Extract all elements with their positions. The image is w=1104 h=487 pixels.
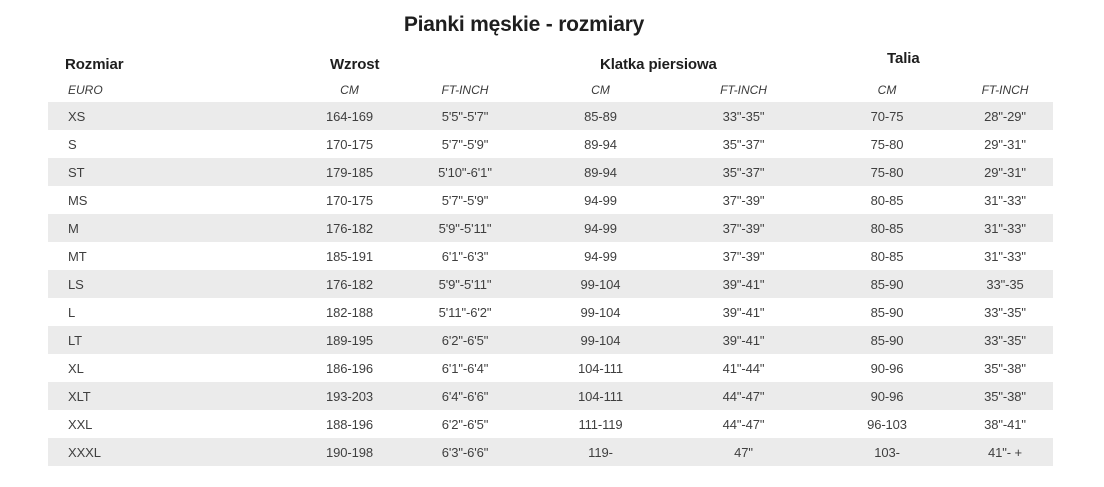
value-cell: 5'7"-5'9": [441, 136, 489, 152]
subheader-talia-cm: CM: [877, 83, 897, 97]
table-row: [48, 438, 1053, 466]
column-group-talia-label: Talia: [887, 50, 920, 67]
value-cell: 75-80: [870, 136, 904, 152]
size-cell: LS: [68, 276, 84, 292]
column-group-klatka-piersiowa: Klatka piersiowa: [600, 55, 717, 73]
size-cell: XS: [68, 108, 86, 124]
value-cell: 37"-39": [722, 220, 765, 236]
value-cell: 185-191: [325, 248, 373, 264]
value-cell: 44"-47": [722, 416, 765, 432]
value-cell: 103-: [874, 444, 900, 460]
value-cell: 193-203: [325, 388, 373, 404]
value-cell: 28"-29": [984, 108, 1026, 124]
value-cell: 80-85: [870, 192, 904, 208]
value-cell: 6'1"-6'3": [441, 248, 489, 264]
value-cell: 94-99: [584, 192, 617, 208]
value-cell: 31"-33": [984, 192, 1026, 208]
value-cell: 179-185: [325, 164, 373, 180]
subheader-wzrost-cm: CM: [340, 83, 359, 97]
size-cell: S: [68, 136, 77, 152]
value-cell: 104-111: [577, 388, 624, 404]
size-cell: XL: [68, 360, 84, 376]
value-cell: 99-104: [580, 332, 621, 348]
value-cell: 33"-35": [984, 304, 1026, 320]
table-row: [48, 102, 1053, 130]
table-row: [48, 270, 1053, 298]
value-cell: 89-94: [584, 164, 617, 180]
value-cell: 33"-35": [722, 108, 765, 124]
size-cell: LT: [68, 332, 83, 348]
table-row: [48, 130, 1053, 158]
size-cell: XXXL: [68, 444, 101, 460]
value-cell: 104-111: [577, 360, 624, 376]
value-cell: 189-195: [325, 332, 373, 348]
value-cell: 85-90: [870, 276, 904, 292]
value-cell: 47": [734, 444, 753, 460]
value-cell: 6'4"-6'6": [441, 388, 489, 404]
size-cell: M: [68, 220, 79, 236]
value-cell: 94-99: [584, 248, 617, 264]
value-cell: 35"-37": [722, 136, 765, 152]
value-cell: 111-119: [578, 416, 623, 432]
value-cell: 170-175: [325, 192, 373, 208]
column-group-wzrost: Wzrost: [330, 55, 380, 73]
value-cell: 90-96: [870, 360, 904, 376]
value-cell: 5'9"-5'11": [438, 220, 492, 236]
value-cell: 5'5"-5'7": [441, 108, 489, 124]
size-cell: MS: [68, 192, 88, 208]
value-cell: 90-96: [870, 388, 904, 404]
column-group-header-row: [48, 50, 1053, 78]
column-group-talia: [817, 50, 1053, 78]
value-cell: 35"-38": [984, 388, 1026, 404]
value-cell: 41"- +: [988, 444, 1023, 460]
value-cell: 188-196: [325, 416, 373, 432]
table-row: [48, 158, 1053, 186]
value-cell: 41"-44": [722, 360, 765, 376]
value-cell: 35"-38": [984, 360, 1026, 376]
table-row: [48, 410, 1053, 438]
value-cell: 39"-41": [722, 276, 765, 292]
value-cell: 119-: [588, 444, 613, 460]
mens-wetsuit-size-table: [48, 50, 1053, 466]
value-cell: 31"-33": [984, 220, 1026, 236]
value-cell: 35"-37": [722, 164, 765, 180]
value-cell: 89-94: [584, 136, 617, 152]
table-row: [48, 354, 1053, 382]
value-cell: 80-85: [870, 248, 904, 264]
size-cell: L: [68, 304, 76, 320]
table-row: [48, 298, 1053, 326]
value-cell: 99-104: [580, 276, 621, 292]
value-cell: 75-80: [870, 164, 904, 180]
table-row: [48, 382, 1053, 410]
value-cell: 80-85: [870, 220, 904, 236]
value-cell: 85-90: [870, 304, 904, 320]
value-cell: 186-196: [325, 360, 373, 376]
subheader-euro: EURO: [68, 83, 103, 97]
size-cell: ST: [68, 164, 85, 180]
value-cell: 94-99: [584, 220, 617, 236]
table-row: [48, 186, 1053, 214]
value-cell: 99-104: [580, 304, 621, 320]
value-cell: 6'2"-6'5": [441, 416, 489, 432]
value-cell: 31"-33": [984, 248, 1026, 264]
value-cell: 6'3"-6'6": [441, 444, 489, 460]
value-cell: 5'9"-5'11": [438, 276, 492, 292]
column-group-rozmiar: Rozmiar: [65, 55, 124, 73]
value-cell: 39"-41": [722, 332, 765, 348]
value-cell: 176-182: [325, 220, 373, 236]
subheader-wzrost-ftinch: FT-INCH: [441, 83, 489, 97]
size-cell: XXL: [68, 416, 93, 432]
value-cell: 37"-39": [722, 192, 765, 208]
value-cell: 5'11"-6'2": [438, 304, 492, 320]
page-title: Pianki męskie - rozmiary: [403, 13, 645, 36]
value-cell: 38"-41": [984, 416, 1026, 432]
value-cell: 170-175: [325, 136, 373, 152]
value-cell: 37"-39": [722, 248, 765, 264]
subheader-klatka-ftinch: FT-INCH: [720, 83, 767, 97]
subheader-klatka-cm: CM: [591, 83, 610, 97]
value-cell: 5'10"-6'1": [438, 164, 492, 180]
value-cell: 33"-35": [984, 332, 1026, 348]
value-cell: 29"-31": [984, 136, 1026, 152]
value-cell: 164-169: [325, 108, 373, 124]
subheader-talia-ftinch: FT-INCH: [981, 83, 1029, 97]
value-cell: 85-89: [584, 108, 617, 124]
table-row: [48, 214, 1053, 242]
value-cell: 33"-35: [986, 276, 1024, 292]
size-cell: XLT: [68, 388, 91, 404]
value-cell: 176-182: [325, 276, 373, 292]
value-cell: 29"-31": [984, 164, 1026, 180]
size-table-body: [48, 102, 1053, 466]
value-cell: 85-90: [870, 332, 904, 348]
value-cell: 44"-47": [722, 388, 765, 404]
value-cell: 5'7"-5'9": [441, 192, 489, 208]
value-cell: 190-198: [325, 444, 373, 460]
table-row: [48, 326, 1053, 354]
value-cell: 39"-41": [722, 304, 765, 320]
value-cell: 6'2"-6'5": [441, 332, 489, 348]
subheader-row: [48, 78, 1053, 102]
size-cell: MT: [68, 248, 87, 264]
value-cell: 6'1"-6'4": [441, 360, 489, 376]
value-cell: 70-75: [870, 108, 904, 124]
value-cell: 96-103: [867, 416, 907, 432]
size-table: [48, 50, 1053, 466]
table-row: [48, 242, 1053, 270]
value-cell: 182-188: [325, 304, 373, 320]
